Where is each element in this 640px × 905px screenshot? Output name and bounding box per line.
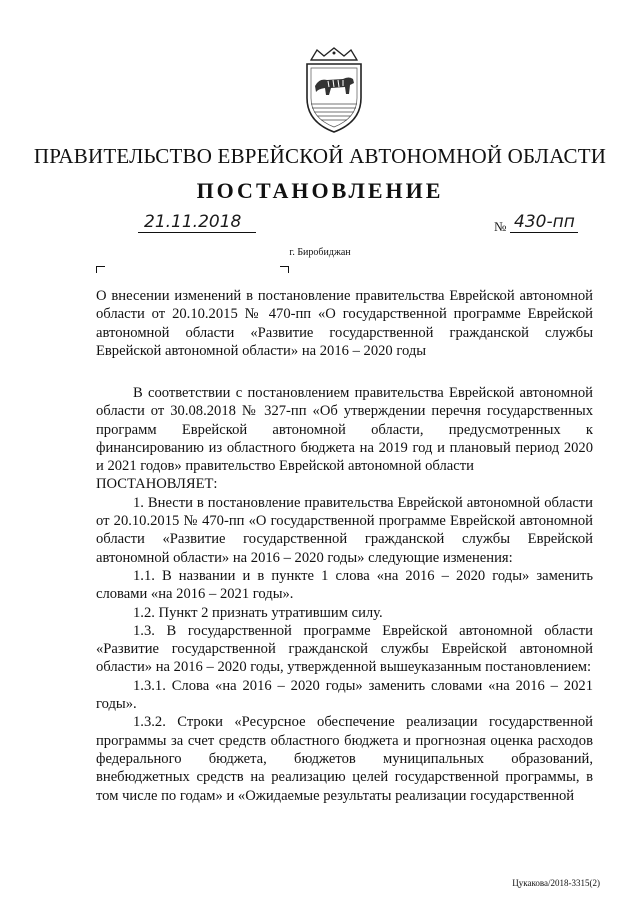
- corner-mark-right: [280, 266, 289, 273]
- document-type: ПОСТАНОВЛЕНИЕ: [196, 178, 444, 203]
- body-text: [96, 384, 593, 805]
- footer-code: Цукакова/2018-3315(2): [512, 878, 600, 888]
- paragraph-1-3: 1.3. В государственной программе Еврейской автономной области «Развитие государственной гражданской службы Еврейской автономной области» на 2016 – 2020 годы, утвержденной вышеуказанным постановлением:: [96, 622, 593, 676]
- subject-text: О внесении изменений в постановление правительства Еврейской автономной области от 20.10.2015 № 470-пп «О государственной программе Еврейской автономной области «Развитие государственной гражданской службы Еврейской автономной области» на 2016 – 2020 годы: [96, 288, 593, 359]
- paragraph-1-3-2: 1.3.2. Строки «Ресурсное обеспечение реализации государственной программы за счет средств областного бюджета и прогнозная оценка расходов федерального бюджета, бюджетов муниципальных образований, внебюджетных средств на реализацию целей государственной программы, в том числе по годам» и «Ожидаемые результаты реализации государственной: [96, 714, 593, 804]
- number-label: №: [494, 219, 507, 234]
- paragraph-1: 1. Внести в постановление правительства Еврейской автономной области от 20.10.2015 № 470-пп «О государственной программе Еврейской автономной области «Развитие государственной гражданской службы Еврейской автономной области» на 2016 – 2020 годы» следующие изменения:: [96, 494, 593, 566]
- paragraph-1-1: 1.1. В названии и в пункте 1 слова «на 2016 – 2020 годы» заменить словами «на 2016 – 2021 годы».: [96, 567, 593, 603]
- city: г. Биробиджан: [289, 247, 351, 258]
- paragraph-1-3-1: 1.3.1. Слова «на 2016 – 2020 годы» заменить словами «на 2016 – 2021 годы».: [96, 677, 593, 713]
- government-title: ПРАВИТЕЛЬСТВО ЕВРЕЙСКОЙ АВТОНОМНОЙ ОБЛАСТИ: [33, 144, 607, 168]
- subject-block: [96, 287, 593, 360]
- resolves-label: ПОСТАНОВЛЯЕТ:: [96, 476, 218, 493]
- paragraph-1-2: 1.2. Пункт 2 признать утратившим силу.: [133, 604, 383, 621]
- document-date: 21.11.2018: [138, 212, 256, 233]
- coat-of-arms-icon: [297, 46, 371, 134]
- document-number: 430-пп: [510, 212, 578, 233]
- preamble-paragraph: В соответствии с постановлением правительства Еврейской автономной области от 30.08.2018 № 327-пп «Об утверждении перечня государственных программ Еврейской автономной области, предусмотренных к финансированию из областного бюджета на 2019 год и плановый период 2020 и 2021 годов» правительство Еврейской автономной области: [96, 385, 593, 475]
- corner-mark-left: [96, 266, 105, 273]
